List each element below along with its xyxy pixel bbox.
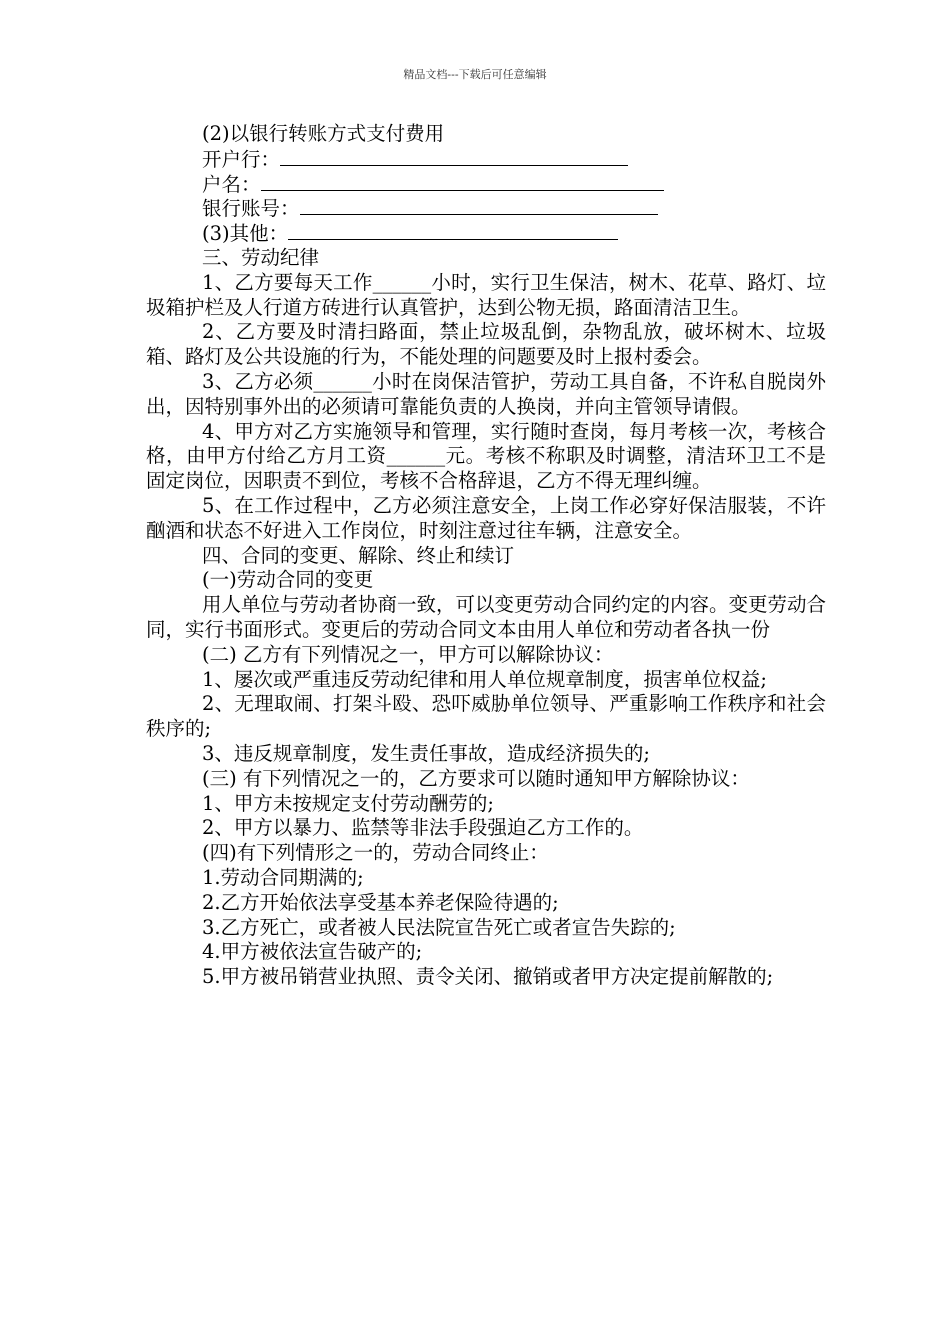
page-header: 精品文档---下载后可任意编辑 [403, 68, 547, 81]
subsection-4-item: 4.甲方被依法宣告破产的; [202, 940, 423, 964]
other-label: (3)其他： [202, 222, 289, 246]
subsection-1-title: (一)劳动合同的变更 [202, 568, 374, 592]
bank-field [146, 147, 826, 172]
section-3-item: 3、乙方必须______小时在岗保洁管护，劳动工具自备，不许私自脱岗外出，因特别事外出的必须请可靠能负责的人换岗，并向主管领导请假。 [146, 369, 826, 418]
subsection-2-item: 2、无理取闹、打架斗殴、恐吓威胁单位领导、严重影响工作秩序和社会秩序的; [146, 692, 826, 741]
subsection-2-item: 3、违反规章制度，发生责任事故，造成经济损失的; [202, 741, 650, 765]
account-number-field [146, 196, 826, 221]
section-3-item: 2、乙方要及时清扫路面，禁止垃圾乱倒，杂物乱放，破坏树木、垃圾箱、路灯及公共设施的行为，不能处理的问题要及时上报村委会。 [146, 320, 826, 369]
account-name-field [146, 172, 826, 197]
subsection-4-title: (四)有下列情形之一的，劳动合同终止： [202, 841, 549, 865]
section-3-item: 5、在工作过程中，乙方必须注意安全，上岗工作必穿好保洁服装，不许酗酒和状态不好进入工作岗位，时刻注意过往车辆，注意安全。 [146, 493, 826, 542]
section-3-item: 1、乙方要每天工作______小时，实行卫生保洁，树木、花草、路灯、垃圾箱护栏及人行道方砖进行认真管护，达到公物无损，路面清洁卫生。 [146, 270, 826, 319]
subsection-1-text: 用人单位与劳动者协商一致，可以变更劳动合同约定的内容。变更劳动合同，实行书面形式。变更后的劳动合同文本由用人单位和劳动者各执一份 [146, 593, 827, 641]
subsection-3-title: (三) 有下列情况之一的，乙方要求可以随时通知甲方解除协议： [202, 766, 750, 790]
subsection-4-item: 5.甲方被吊销营业执照、责令关闭、撤销或者甲方决定提前解散的; [202, 965, 774, 989]
subsection-4-item: 1.劳动合同期满的; [202, 865, 364, 889]
subsection-2-title: (二) 乙方有下列情况之一，甲方可以解除协议： [202, 642, 614, 666]
other-field [146, 221, 826, 246]
subsection-3-item: 2、甲方以暴力、监禁等非法手段强迫乙方工作的。 [202, 816, 644, 840]
account-number-label: 银行账号： [202, 197, 300, 221]
subsection-4-item: 2.乙方开始依法享受基本养老保险待遇的; [202, 890, 559, 914]
other-blank [288, 221, 618, 240]
bank-blank [280, 147, 628, 166]
payment-method-bank-title: (2)以银行转账方式支付费用 [202, 122, 445, 145]
section-4-title: 四、合同的变更、解除、终止和续订 [202, 543, 515, 567]
subsection-4-item: 3.乙方死亡，或者被人民法院宣告死亡或者宣告失踪的; [202, 915, 676, 939]
section-3-item: 4、甲方对乙方实施领导和管理，实行随时查岗，每月考核一次，考核合格，由甲方付给乙方月工资______元。考核不称职及时调整，清洁环卫工不是固定岗位，因职责不到位，考核不合格辞退，乙方不得无理纠缠。 [146, 419, 826, 493]
document-body [146, 122, 826, 990]
bank-label: 开户行： [202, 147, 281, 171]
subsection-2-item: 1、屡次或严重违反劳动纪律和用人单位规章制度，损害单位权益; [202, 667, 767, 691]
section-3-title: 三、劳动纪律 [202, 245, 320, 269]
account-name-blank [261, 172, 664, 191]
account-number-blank [300, 196, 658, 215]
subsection-3-item: 1、甲方未按规定支付劳动酬劳的; [202, 791, 494, 815]
account-name-label: 户名： [202, 172, 261, 196]
